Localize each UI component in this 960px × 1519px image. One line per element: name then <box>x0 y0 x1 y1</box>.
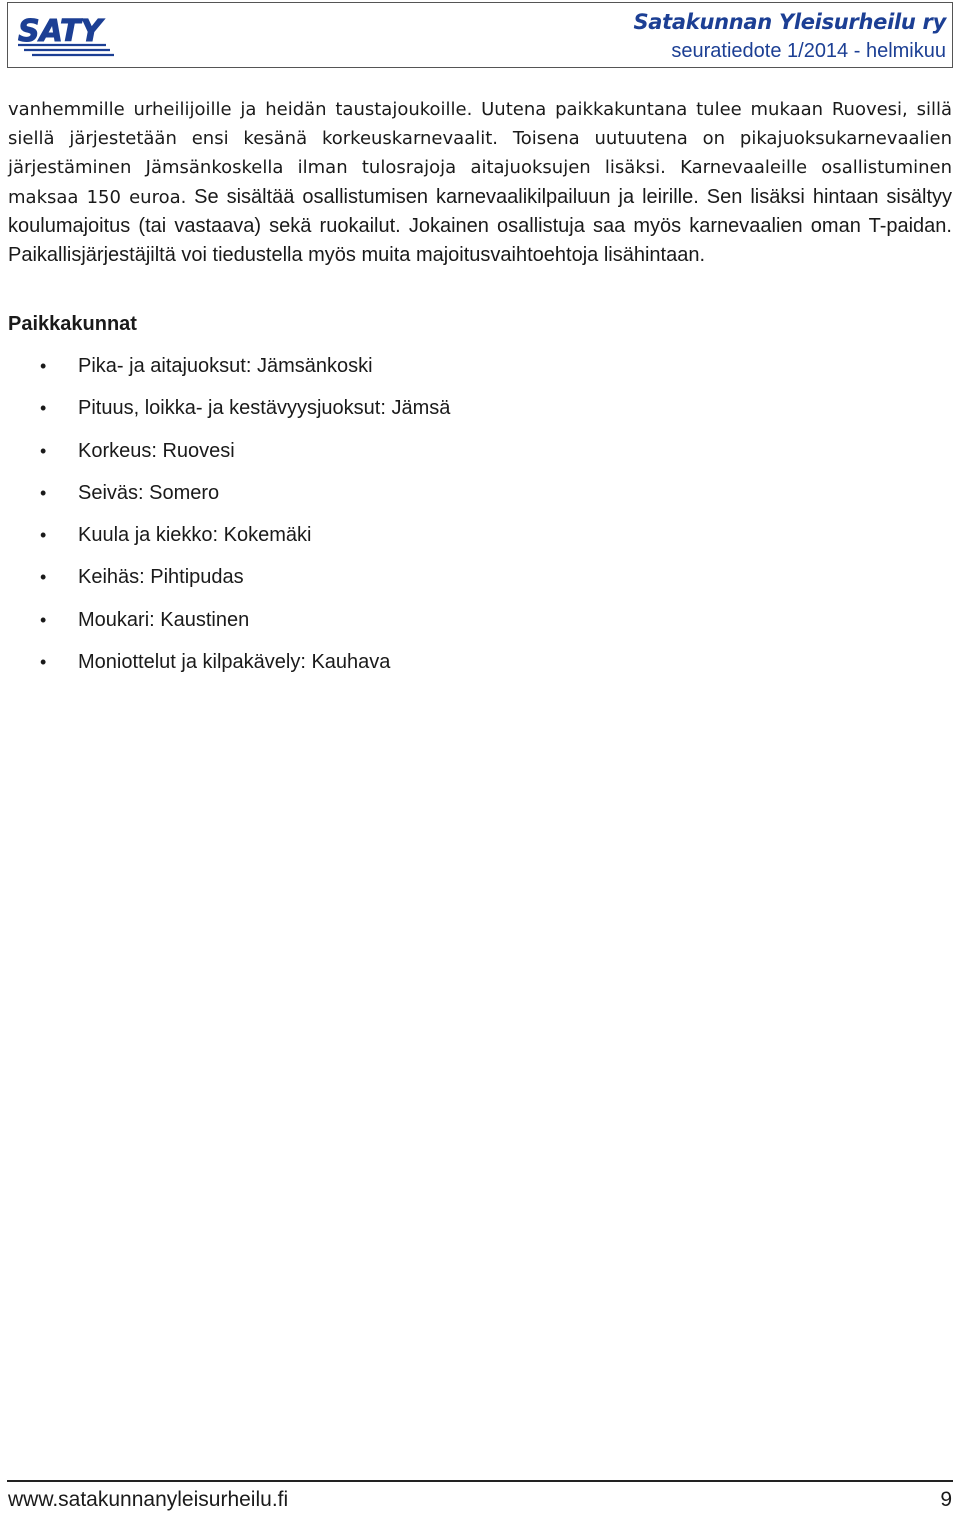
bullet-icon: • <box>40 525 47 546</box>
saty-logo <box>14 9 122 61</box>
organization-name: Satakunnan Yleisurheilu ry <box>633 10 946 34</box>
body-paragraph <box>8 95 952 270</box>
footer-website-link[interactable]: www.satakunnanyleisurheilu.fi <box>8 1488 289 1511</box>
body-text-part-1: vanhemmille urheilijoille ja heidän taustajoukoille. Uutena paikkakuntana tulee mukaan Ruovesi, sillä siellä järjestetään ensi kesänä korkeuskarnevaalit. Toisena uutuutena on pikajuoksukarnevaalien järjestäminen Jämsänkoskella ilman tulosrajoja aitajuoksujen lisäksi. Karnevaaleille osallistuminen maksaa 150 euroa. <box>8 99 952 208</box>
page-number: 9 <box>940 1488 952 1511</box>
body-text-part-2: Se sisältää osallistumisen karnevaalikilpailuun ja leirille. Sen lisäksi hintaan sisältyy koulumajoitus (tai vastaava) sekä ruokailut. Jokainen osallistuja saa myös karnevaalien oman T-paidan. Paikallisjärjestäjiltä voi tiedustella myös muita majoitusvaihtoehtoja lisähintaan. <box>8 185 953 267</box>
bullet-icon: • <box>40 356 47 376</box>
bullet-icon: • <box>40 440 47 461</box>
bullet-icon: • <box>40 567 47 588</box>
bullet-icon: • <box>40 398 47 419</box>
page-header <box>7 2 953 68</box>
header-title-block <box>633 8 946 64</box>
svg-text:SATY: SATY <box>18 14 103 49</box>
issue-label: seuratiedote 1/2014 - helmikuu <box>671 40 946 62</box>
section-heading: Paikkakunnat <box>8 313 137 335</box>
bullet-icon: • <box>40 609 47 630</box>
footer-divider <box>7 1480 953 1482</box>
bullet-icon: • <box>40 482 47 503</box>
bullet-icon: • <box>40 652 47 673</box>
